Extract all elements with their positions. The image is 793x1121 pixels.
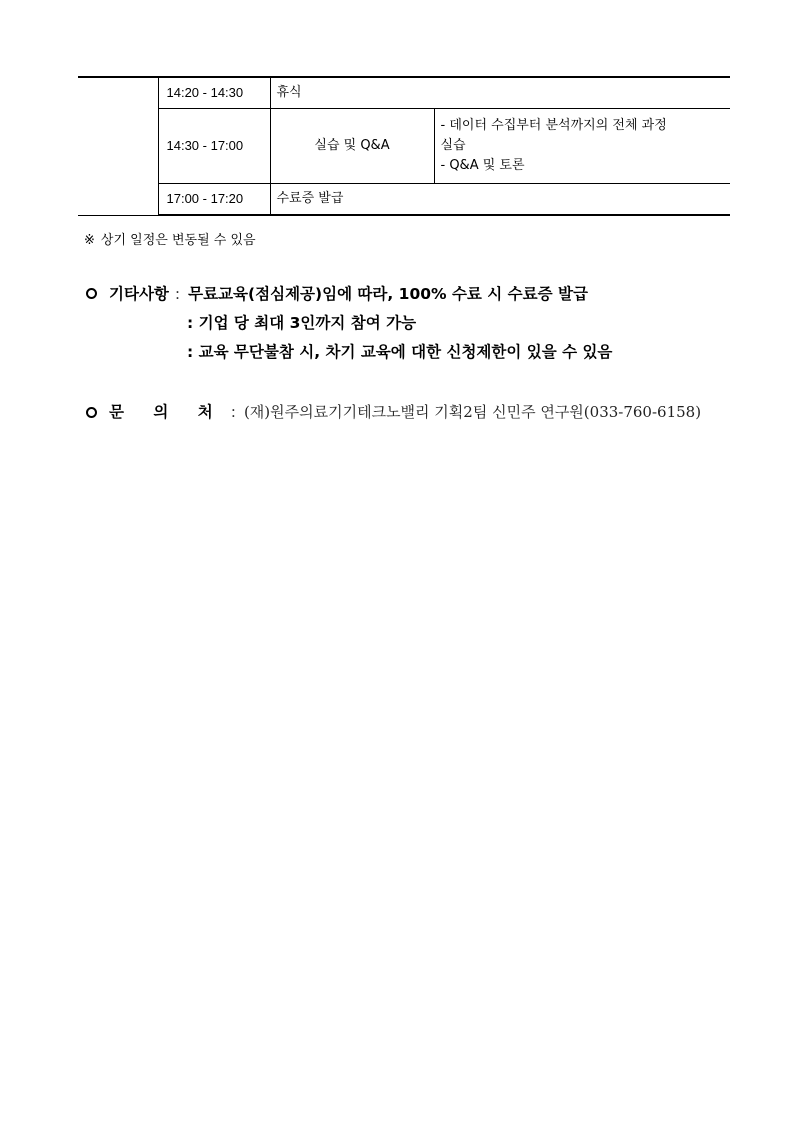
contact-value: (재)원주의료기기테크노밸리 기획2팀 신민주 연구원(033-760-6158) <box>243 403 702 421</box>
schedule-title: 휴식 <box>270 77 730 109</box>
etc-row <box>84 338 612 367</box>
schedule-note <box>84 229 256 248</box>
etc-row <box>84 280 612 309</box>
schedule-row <box>78 109 730 184</box>
etc-colon: : <box>174 285 181 303</box>
description-line: - Q&A 및 토론 <box>440 158 525 173</box>
schedule-time: 17:00 - 17:20 <box>158 184 270 216</box>
schedule-time: 14:20 - 14:30 <box>158 77 270 109</box>
circle-bullet-icon <box>86 407 97 418</box>
schedule-label-cell <box>78 77 158 215</box>
circle-bullet-icon <box>86 288 97 299</box>
schedule-title: 수료증 발급 <box>270 184 730 216</box>
reference-mark-icon: ※ <box>84 233 95 248</box>
contact-label: 문 의 처 <box>109 403 225 421</box>
description-line: 실습 <box>440 138 466 153</box>
note-text: 상기 일정은 변동될 수 있음 <box>100 233 256 248</box>
schedule-description <box>434 109 730 184</box>
schedule-row <box>78 77 730 109</box>
contact-section <box>84 399 701 425</box>
description-line: - 데이터 수집부터 분석까지의 전체 과정 <box>440 118 667 133</box>
etc-line: : 기업 당 최대 3인까지 참여 가능 <box>187 314 417 332</box>
etc-line: 무료교육(점심제공)임에 따라, 100% 수료 시 수료증 발급 <box>188 285 588 303</box>
contact-colon: : <box>230 403 236 421</box>
etc-line: : 교육 무단불참 시, 차기 교육에 대한 신청제한이 있을 수 있음 <box>187 343 613 361</box>
schedule-time: 14:30 - 17:00 <box>158 109 270 184</box>
schedule-row <box>78 184 730 216</box>
etc-section <box>84 280 612 367</box>
schedule-table <box>78 76 730 216</box>
etc-label: 기타사항 <box>109 285 169 303</box>
etc-row <box>84 309 612 338</box>
schedule-title: 실습 및 Q&A <box>270 109 434 184</box>
